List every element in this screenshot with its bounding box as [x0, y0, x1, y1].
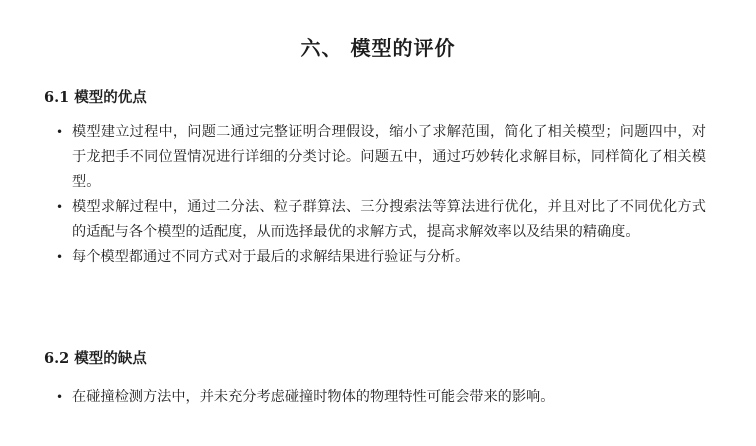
bullet-icon: •: [56, 390, 64, 404]
disadvantages-list: [56, 385, 706, 410]
subsection-title-disadvantages: 6.2 模型的缺点: [44, 350, 147, 367]
bullet-icon: •: [56, 200, 64, 214]
section-title: 六、 模型的评价: [300, 36, 456, 60]
subsection-title-advantages: 6.1 模型的优点: [44, 89, 147, 106]
list-item-text: 在碰撞检测方法中，并未充分考虑碰撞时物体的物理特性可能会带来的影响。: [72, 389, 555, 405]
bullet-icon: •: [56, 125, 64, 139]
list-item: [56, 385, 706, 410]
list-item-text: 模型求解过程中，通过二分法、粒子群算法、三分搜索法等算法进行优化，并且对比了不同优化方式的适配与各个模型的适配度，从而选择最优的求解方式，提高求解效率以及结果的精确度。: [72, 199, 706, 240]
list-item: [56, 245, 706, 270]
list-item-text: 每个模型都通过不同方式对于最后的求解结果进行验证与分析。: [72, 249, 470, 265]
list-item: [56, 195, 706, 245]
bullet-icon: •: [56, 250, 64, 264]
advantages-list: [56, 120, 706, 270]
list-item: [56, 120, 706, 195]
list-item-text: 模型建立过程中，问题二通过完整证明合理假设，缩小了求解范围，简化了相关模型；问题四中，对于龙把手不同位置情况进行详细的分类讨论。问题五中，通过巧妙转化求解目标，同样简化了相关模型。: [72, 124, 706, 190]
